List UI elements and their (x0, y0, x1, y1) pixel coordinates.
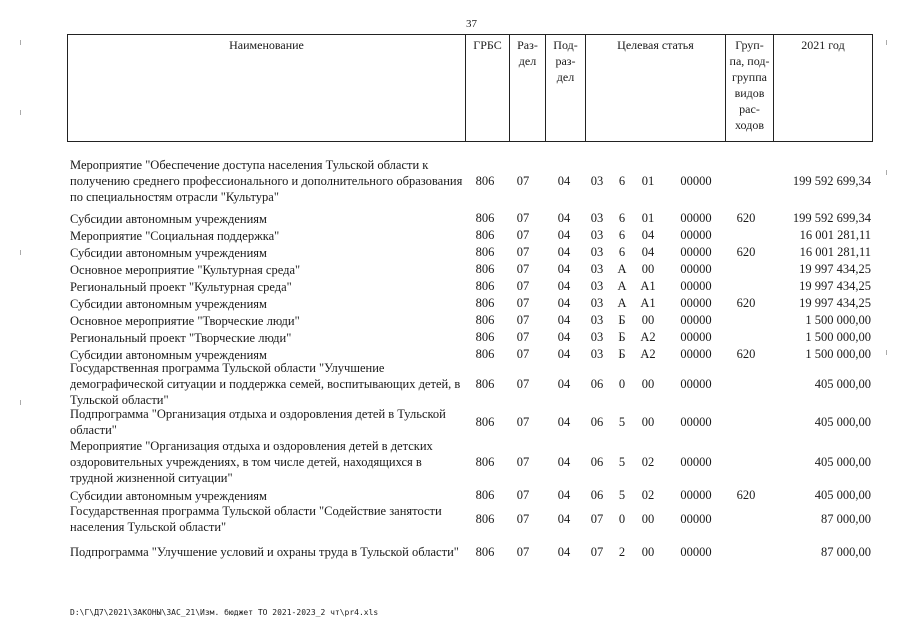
row-c2: 6 (618, 173, 626, 188)
row-rz: 07 (516, 330, 530, 344)
row-c4: 00000 (680, 296, 712, 310)
row-c3: 00 (641, 544, 655, 559)
row-pr: 04 (557, 414, 571, 429)
row-c1: 03 (590, 313, 604, 327)
row-amount: 199 592 699,34 (792, 173, 871, 188)
row-c1: 07 (590, 511, 604, 526)
row-grbs: 806 (475, 376, 495, 391)
row-amount: 16 001 281,11 (799, 228, 871, 242)
row-amount: 87 000,00 (821, 544, 871, 559)
row-c2: 6 (618, 228, 626, 242)
row-name: Государственная программа Тульской области "Улучшение демографической ситуации и поддержка семей, воспитывающих детей, в Тульской области" (70, 361, 461, 407)
row-vr (730, 312, 762, 329)
row-c2: А (617, 279, 627, 293)
row-c1: 06 (590, 488, 604, 502)
row-c4: 00000 (680, 313, 712, 327)
row-name: Государственная программа Тульской области "Содействие занятости населения Тульской области" (70, 504, 442, 534)
row-c4: 00000 (680, 262, 712, 276)
header-grbs: ГРБС (466, 35, 510, 141)
row-vr: 620 (736, 245, 756, 259)
row-vr (730, 360, 762, 408)
row-pr: 04 (557, 228, 571, 242)
row-c4: 00000 (680, 211, 712, 225)
row-name: Субсидии автономным учреждениям (70, 347, 267, 362)
row-c1: 06 (590, 414, 604, 429)
row-c2: А (617, 262, 627, 276)
row-pr: 04 (557, 544, 571, 559)
row-name: Субсидии автономным учреждениям (70, 488, 267, 503)
row-name: Субсидии автономным учреждениям (70, 245, 267, 260)
row-vr (730, 155, 762, 207)
row-name: Субсидии автономным учреждениям (70, 211, 267, 226)
row-vr: 620 (736, 211, 756, 225)
row-amount: 19 997 434,25 (799, 279, 871, 293)
row-c4: 00000 (680, 245, 712, 259)
row-amount: 199 592 699,34 (792, 211, 871, 225)
row-c3: 04 (641, 245, 655, 259)
row-amount: 405 000,00 (814, 414, 871, 429)
row-amount: 405 000,00 (814, 454, 871, 469)
row-rz: 07 (516, 211, 530, 225)
row-rz: 07 (516, 488, 530, 502)
header-name: Наименование (68, 35, 466, 141)
row-amount: 1 500 000,00 (805, 313, 871, 327)
header-year: 2021 год (801, 38, 845, 52)
header-razdel: Раз- дел (510, 35, 546, 141)
row-c1: 06 (590, 454, 604, 469)
row-rz: 07 (516, 376, 530, 391)
row-c1: 06 (590, 376, 604, 391)
row-rz: 07 (516, 313, 530, 327)
row-amount: 405 000,00 (814, 488, 871, 502)
row-rz: 07 (516, 245, 530, 259)
row-name: Субсидии автономным учреждениям (70, 296, 267, 311)
table-row (67, 360, 873, 408)
row-pr: 04 (557, 211, 571, 225)
row-c3: 00 (641, 414, 655, 429)
row-c4: 00000 (680, 228, 712, 242)
row-rz: 07 (516, 414, 530, 429)
row-vr: 620 (736, 488, 756, 502)
row-rz: 07 (516, 347, 530, 361)
row-rz: 07 (516, 262, 530, 276)
row-vr: 620 (736, 296, 756, 310)
row-vr (730, 503, 762, 535)
row-c2: А (617, 296, 627, 310)
row-c2: 6 (618, 245, 626, 259)
table-row (67, 405, 873, 439)
row-c2: Б (618, 330, 626, 344)
row-grbs: 806 (475, 228, 495, 242)
table-row (67, 295, 873, 312)
row-c4: 00000 (680, 173, 712, 188)
row-pr: 04 (557, 313, 571, 327)
row-pr: 04 (557, 262, 571, 276)
row-name: Основное мероприятие "Творческие люди" (70, 313, 300, 328)
row-c2: 5 (618, 454, 626, 469)
table-row (67, 329, 873, 346)
row-c1: 03 (590, 330, 604, 344)
row-grbs: 806 (475, 347, 495, 361)
row-c1: 03 (590, 347, 604, 361)
row-amount: 405 000,00 (814, 376, 871, 391)
row-c3: 04 (641, 228, 655, 242)
row-grbs: 806 (475, 330, 495, 344)
row-rz: 07 (516, 173, 530, 188)
row-vr (730, 405, 762, 439)
row-amount: 1 500 000,00 (805, 330, 871, 344)
table-row (67, 261, 873, 278)
row-amount: 87 000,00 (821, 511, 871, 526)
row-c3: 02 (641, 488, 655, 502)
header-podrazdel: Под- раз- дел (546, 35, 586, 141)
row-amount: 1 500 000,00 (805, 347, 871, 361)
row-pr: 04 (557, 511, 571, 526)
row-pr: 04 (557, 296, 571, 310)
row-vr (730, 329, 762, 346)
row-c2: Б (618, 347, 626, 361)
row-c3: 02 (641, 454, 655, 469)
row-grbs: 806 (475, 296, 495, 310)
row-c4: 00000 (680, 488, 712, 502)
row-grbs: 806 (475, 173, 495, 188)
table-row (67, 487, 873, 504)
row-c1: 03 (590, 279, 604, 293)
row-c3: А2 (640, 347, 656, 361)
row-c3: А2 (640, 330, 656, 344)
row-c3: 00 (641, 262, 655, 276)
header-target: Целевая статья (586, 35, 726, 141)
table-row (67, 312, 873, 329)
row-c4: 00000 (680, 511, 712, 526)
row-name: Подпрограмма "Улучшение условий и охраны труда в Тульской области" (70, 545, 459, 559)
row-vr (730, 438, 762, 486)
row-rz: 07 (516, 511, 530, 526)
row-amount: 16 001 281,11 (799, 245, 871, 259)
row-grbs: 806 (475, 414, 495, 429)
row-grbs: 806 (475, 511, 495, 526)
header-group: Груп- па, под- группа видов рас- ходов (726, 35, 774, 141)
row-pr: 04 (557, 347, 571, 361)
row-name: Подпрограмма "Организация отдыха и оздоровления детей в Тульской области" (70, 407, 446, 437)
row-c3: А1 (640, 279, 656, 293)
row-grbs: 806 (475, 544, 495, 559)
row-amount: 19 997 434,25 (799, 296, 871, 310)
row-pr: 04 (557, 488, 571, 502)
row-c1: 03 (590, 173, 604, 188)
row-c4: 00000 (680, 279, 712, 293)
row-rz: 07 (516, 279, 530, 293)
row-c3: А1 (640, 296, 656, 310)
row-vr (730, 278, 762, 295)
row-grbs: 806 (475, 454, 495, 469)
row-c3: 01 (641, 211, 655, 225)
row-c3: 00 (641, 511, 655, 526)
row-rz: 07 (516, 228, 530, 242)
table-row (67, 438, 873, 486)
row-pr: 04 (557, 376, 571, 391)
row-rz: 07 (516, 544, 530, 559)
row-pr: 04 (557, 330, 571, 344)
row-grbs: 806 (475, 211, 495, 225)
row-c1: 03 (590, 228, 604, 242)
row-vr (730, 227, 762, 244)
row-c3: 01 (641, 173, 655, 188)
row-c4: 00000 (680, 347, 712, 361)
row-pr: 04 (557, 454, 571, 469)
row-name: Мероприятие "Обеспечение доступа населения Тульской области к получению среднего профессионального и дополнительного образования по специальностям отрасли "Культура" (70, 158, 463, 204)
row-grbs: 806 (475, 488, 495, 502)
row-c3: 00 (641, 313, 655, 327)
row-vr (730, 261, 762, 278)
row-c3: 00 (641, 376, 655, 391)
row-grbs: 806 (475, 313, 495, 327)
row-c4: 00000 (680, 454, 712, 469)
row-c4: 00000 (680, 544, 712, 559)
row-c2: 0 (618, 511, 626, 526)
row-rz: 07 (516, 296, 530, 310)
row-c1: 03 (590, 245, 604, 259)
row-pr: 04 (557, 173, 571, 188)
row-pr: 04 (557, 245, 571, 259)
row-name: Мероприятие "Социальная поддержка" (70, 228, 280, 243)
table-row (67, 535, 873, 569)
row-grbs: 806 (475, 262, 495, 276)
row-rz: 07 (516, 454, 530, 469)
row-c2: 5 (618, 488, 626, 502)
row-c1: 07 (590, 544, 604, 559)
table-row (67, 503, 873, 535)
row-vr: 620 (736, 347, 756, 361)
row-pr: 04 (557, 279, 571, 293)
table-row (67, 278, 873, 295)
row-c2: 6 (618, 211, 626, 225)
page-number: 37 (466, 18, 477, 30)
row-amount: 19 997 434,25 (799, 262, 871, 276)
row-c4: 00000 (680, 414, 712, 429)
row-c1: 03 (590, 296, 604, 310)
row-c4: 00000 (680, 376, 712, 391)
row-grbs: 806 (475, 279, 495, 293)
row-name: Мероприятие "Организация отдыха и оздоровления детей в детских оздоровительных учреждениях, в том числе детей, находящихся в трудной жизненной ситуации" (70, 439, 433, 485)
row-c1: 03 (590, 262, 604, 276)
row-c4: 00000 (680, 330, 712, 344)
table-row (67, 210, 873, 227)
row-c2: 0 (618, 376, 626, 391)
table-row (67, 244, 873, 261)
row-name: Региональный проект "Культурная среда" (70, 279, 292, 294)
row-vr (730, 535, 762, 569)
file-path-footer: D:\Г\Д7\2021\ЗАКОНЫ\ЗАС_21\Изм. бюджет ТО 2021-2023_2 чт\pr4.xls (70, 608, 379, 617)
row-name: Основное мероприятие "Культурная среда" (70, 262, 301, 277)
row-grbs: 806 (475, 245, 495, 259)
table-row (67, 227, 873, 244)
row-c2: Б (618, 313, 626, 327)
table-header (67, 34, 873, 142)
row-c2: 2 (618, 544, 626, 559)
row-c2: 5 (618, 414, 626, 429)
row-c1: 03 (590, 211, 604, 225)
row-name: Региональный проект "Творческие люди" (70, 330, 292, 345)
table-row (67, 155, 873, 207)
